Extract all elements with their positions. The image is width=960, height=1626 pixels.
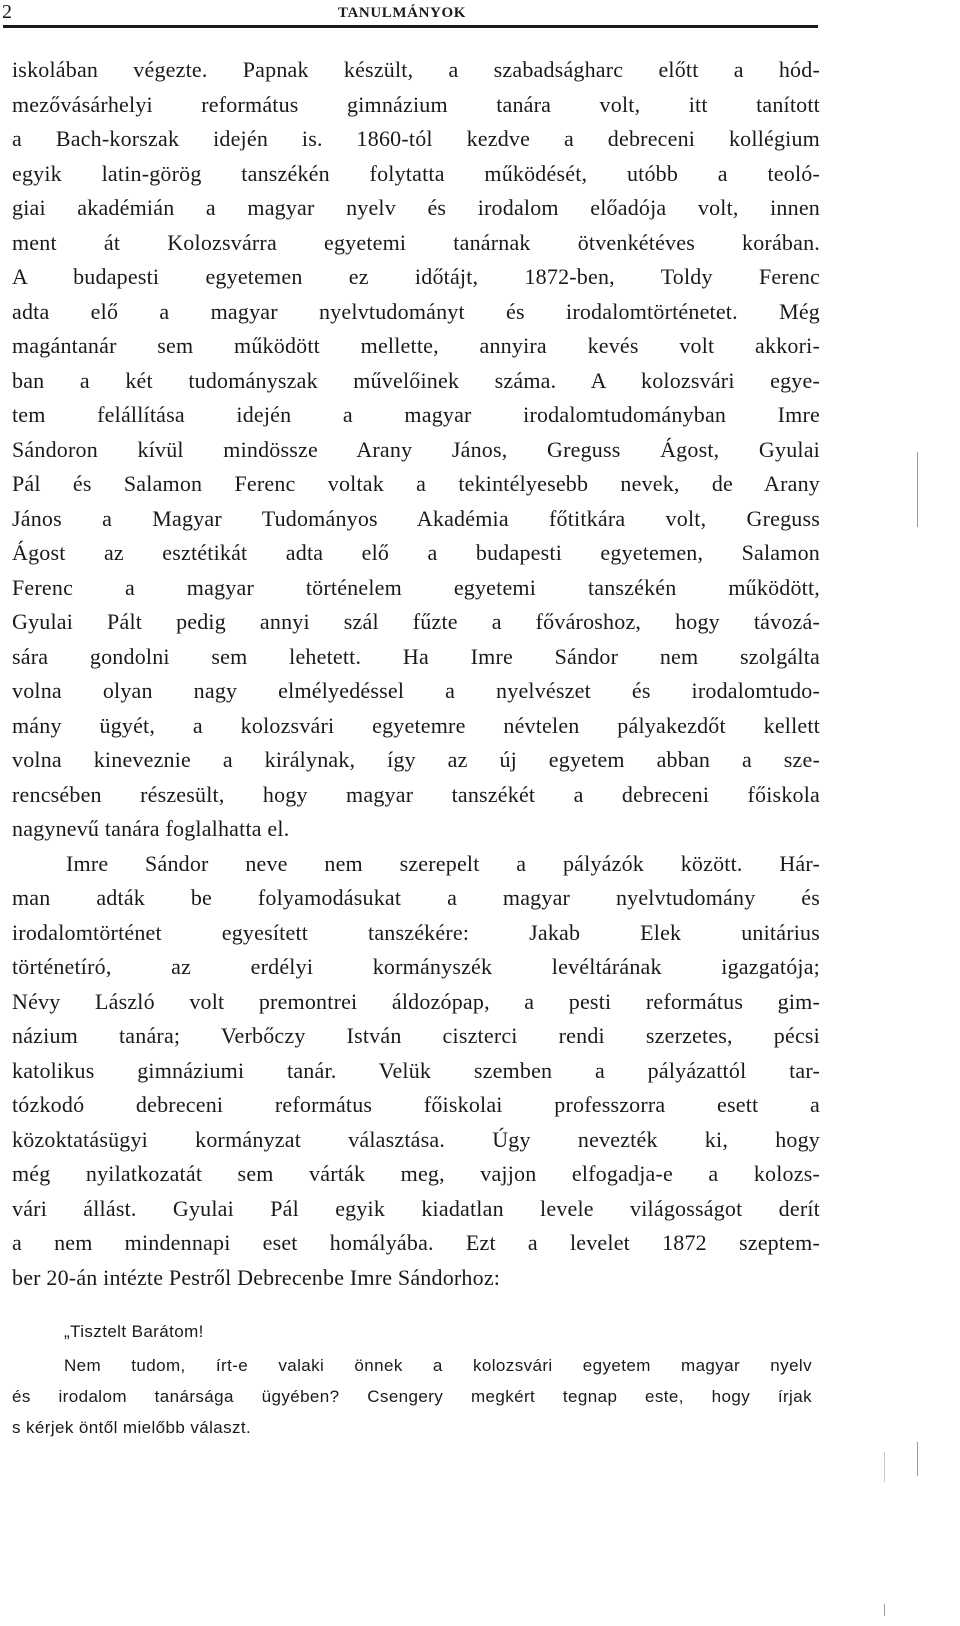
margin-mark xyxy=(917,452,918,527)
text-line: irodalomtörténet egyesített tanszékére: Jakab Elek unitárius xyxy=(12,919,820,945)
text-line: a nem mindennapi eset homályába. Ezt a levelet 1872 szeptem- xyxy=(12,1230,820,1255)
text-line: tózkodó debreceni református főiskolai professzorra esett a xyxy=(12,1092,820,1117)
text-line: ban a két tudományszak művelőinek száma. A kolozsvári egye- xyxy=(12,367,820,393)
text-line: ment át Kolozsvárra egyetemi tanárnak ötvenkétéves korában. xyxy=(12,229,820,255)
text-line: rencsében részesült, hogy magyar tanszékét a debreceni főiskola xyxy=(12,781,820,807)
text-line: mány ügyét, a kolozsvári egyetemre névtelen pályakezdőt kellett xyxy=(12,712,820,738)
letter-line: és irodalom tanársága ügyében? Csengery megkért tegnap este, hogy írjak xyxy=(12,1387,812,1406)
text-line: Gyulai Pált pedig annyi szál fűzte a fővároshoz, hogy távozá- xyxy=(12,609,820,634)
text-line: A budapesti egyetemen ez időtájt, 1872-ben, Toldy Ferenc xyxy=(12,264,820,289)
page-header xyxy=(0,0,818,24)
margin-mark xyxy=(884,1604,885,1616)
margin-mark xyxy=(917,1442,918,1476)
text-line: názium tanára; Verbőczy István ciszterci rendi szerzetes, pécsi xyxy=(12,1023,820,1048)
text-line: még nyilatkozatát sem várták meg, vajjon elfogadja-e a kolozs- xyxy=(12,1161,820,1186)
margin-mark xyxy=(884,1452,885,1482)
letter-line: s kérjek öntől mielőbb választ. xyxy=(12,1418,252,1437)
paragraph-last-line: ber 20-án intézte Pestről Debrecenbe Imre Sándorhoz: xyxy=(12,1264,501,1290)
text-line: egyik latin-görög tanszékén folytatta működését, utóbb a teoló- xyxy=(12,160,820,186)
text-line: man adták be folyamodásukat a magyar nyelvtudomány és xyxy=(12,885,820,910)
page-number: 2 xyxy=(2,1,12,23)
text-line: a Bach-korszak idején is. 1860-tól kezdve a debreceni kollégium xyxy=(12,126,820,151)
paragraph-first-line: Imre Sándor neve nem szerepelt a pályázók között. Hár- xyxy=(66,850,820,876)
text-line: sára gondolni sem lehetett. Ha Imre Sándor nem szolgálta xyxy=(12,643,820,669)
text-line: katolikus gimnáziumi tanár. Velük szemben a pályázattól tar- xyxy=(12,1057,820,1083)
text-line: magántanár sem működött mellette, annyira kevés volt akkori- xyxy=(12,333,820,358)
text-line: volna olyan nagy elmélyedéssel a nyelvészet és irodalomtudo- xyxy=(12,678,820,703)
text-line: történetíró, az erdélyi kormányszék levéltárának igazgatója; xyxy=(12,954,820,979)
paragraph-last-line: nagynevű tanára foglalhatta el. xyxy=(12,816,290,841)
text-line: volna kineveznie a királynak, így az új egyetem abban a sze- xyxy=(12,747,820,772)
text-line: Ferenc a magyar történelem egyetemi tanszékén működött, xyxy=(12,574,820,600)
text-line: Pál és Salamon Ferenc voltak a tekintélyesebb nevek, de Arany xyxy=(12,471,820,496)
text-line: vári állást. Gyulai Pál egyik kiadatlan levele világosságot derít xyxy=(12,1195,820,1221)
text-line: közoktatásügyi kormányzat választása. Úgy nevezték ki, hogy xyxy=(12,1126,820,1152)
text-line: Névy László volt premontrei áldozópap, a pesti református gim- xyxy=(12,988,820,1014)
text-line: Ágost az esztétikát adta elő a budapesti egyetemen, Salamon xyxy=(12,540,820,565)
letter-quote xyxy=(12,1316,812,1443)
letter-salutation: „Tisztelt Barátom! xyxy=(64,1322,204,1341)
header-rule xyxy=(3,25,818,28)
text-line: iskolában végezte. Papnak készült, a szabadságharc előtt a hód- xyxy=(12,57,820,82)
letter-line: Nem tudom, írt-e valaki önnek a kolozsvári egyetem magyar nyelv xyxy=(64,1356,812,1375)
text-line: tem felállítása idején a magyar irodalomtudományban Imre xyxy=(12,402,820,427)
text-line: Sándoron kívül mindössze Arany János, Greguss Ágost, Gyulai xyxy=(12,436,820,462)
text-line: giai akadémián a magyar nyelv és irodalom előadója volt, innen xyxy=(12,195,820,220)
text-line: János a Magyar Tudományos Akadémia főtitkára volt, Greguss xyxy=(12,505,820,531)
body-text xyxy=(12,53,820,1295)
text-line: mezővásárhelyi református gimnázium tanára volt, itt tanított xyxy=(12,91,820,117)
text-line: adta elő a magyar nyelvtudományt és irodalomtörténetet. Még xyxy=(12,298,820,324)
running-head: TANULMÁNYOK xyxy=(338,5,466,21)
